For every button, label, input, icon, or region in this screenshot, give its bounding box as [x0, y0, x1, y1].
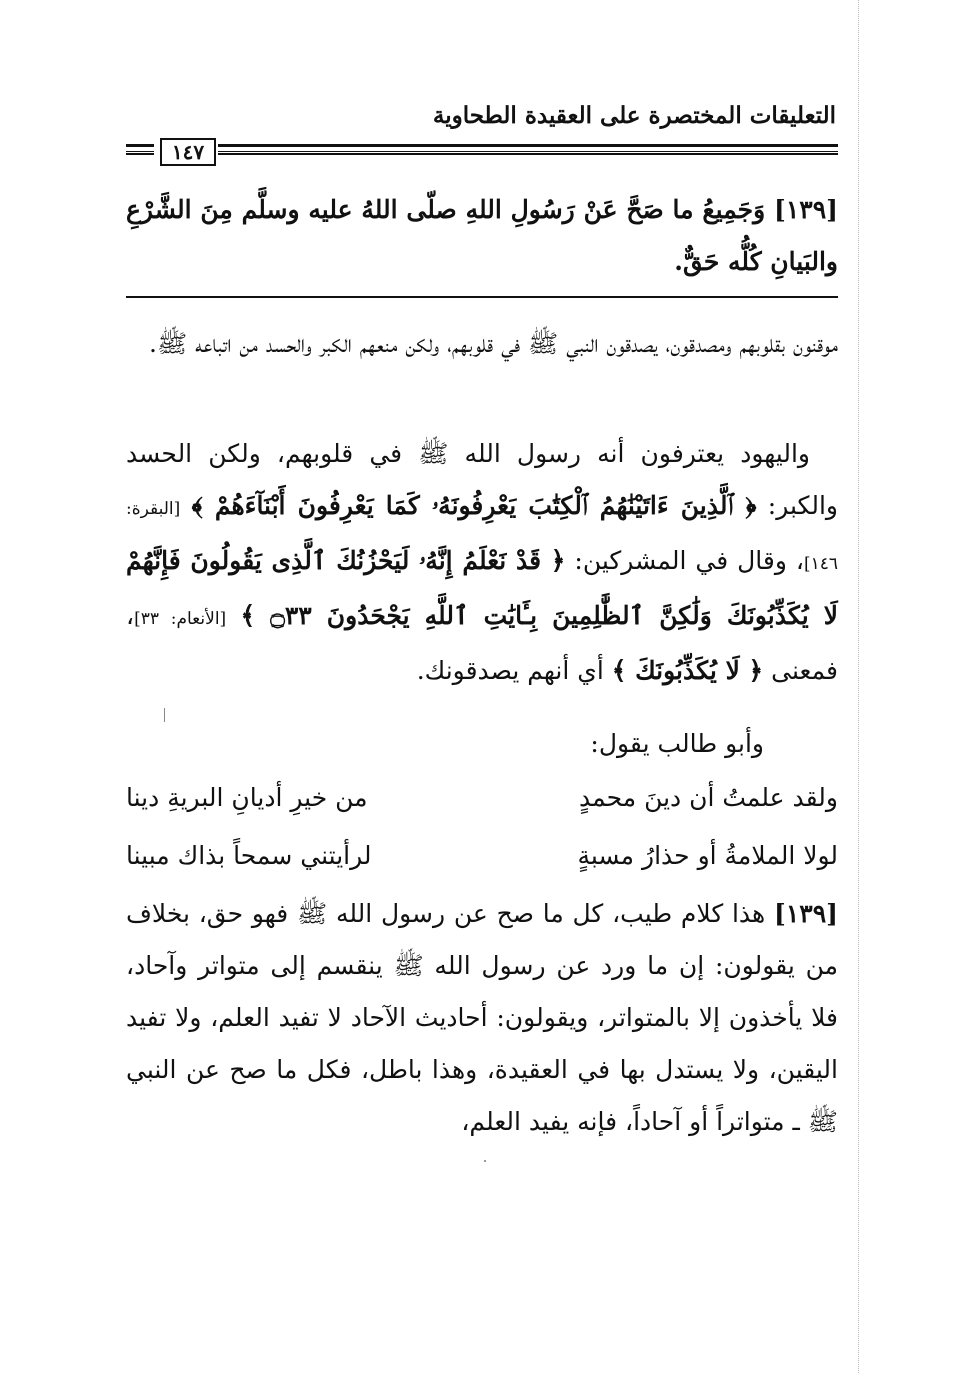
- running-header-title: التعليقات المختصرة على العقيدة الطحاوية: [432, 102, 836, 129]
- poet-intro: [126, 718, 838, 770]
- matn-body: وَجَمِيعُ ما صَحَّ عَنْ رَسُولِ اللهِ صلّى اللهُ عليه وسلَّم مِنَ الشَّرْعِ والبَيانِ كُلُّه حَقٌّ.: [126, 195, 838, 276]
- quran-verse-anam: ﴿ قَدْ نَعْلَمُ إِنَّهُۥ لَيَحْزُنُكَ ٱلَّذِى يَقُولُونَ فَإِنَّهُمْ لَا يُكَذِّبُونَكَ وَلَٰكِنَّ ٱلظَّٰلِمِينَ بِـَٔايَٰتِ ٱللَّهِ يَجْحَدُونَ ۝٣٣ ﴾: [126, 546, 838, 630]
- commentary-text-2b: ، وقال في المشركين:: [574, 546, 804, 575]
- commentary-paragraph-1: [126, 318, 838, 370]
- verse-1-second-hemistich: من خيرِ أديانِ البريةِ دينا: [126, 783, 368, 812]
- commentary-text-3-body: هذا كلام طيب، كل ما صح عن رسول الله ﷺ فهو حق، بخلاف من يقولون: إن ما ورد عن رسول الله ﷺ ينقسم إلى متواتر وآحاد، فلا يأخذون إلا بالمتواتر، ويقولون: أحاديث الآحاد لا تفيد العلم، ولا تفيد اليقين، ولا يستدل بها في العقيدة، وهذا باطل، فكل ما صح عن النبي ﷺ ـ متواتراً أو آحاداً، فإنه يفيد العلم،: [126, 899, 838, 1136]
- matn-divider: [126, 296, 838, 298]
- matn-number: [١٣٩]: [774, 195, 838, 224]
- poem-verse-1: [126, 772, 838, 824]
- matn-text: [126, 184, 838, 288]
- commentary-text-2a: واليهود يعترفون أنه رسول الله ﷺ في قلوبهم، ولكن الحسد والكبر:: [126, 439, 838, 520]
- sharh-number: [١٣٩]: [774, 899, 839, 928]
- reference-baqara: [البقرة: ١٤٦]: [126, 499, 838, 574]
- header-rule-long-bottom: [218, 153, 838, 155]
- verse-2-second-hemistich: لرأيتني سمحاً بذاك مبينا: [126, 841, 372, 870]
- quran-verse-short: ﴿ لَا يُكَذِّبُونَكَ ﴾: [611, 656, 764, 685]
- commentary-paragraph-3: [126, 888, 838, 1148]
- page-number: ١٤٧: [160, 138, 216, 166]
- verse-2-first-hemistich: لولا الملامةُ أو حذارُ مسبةٍ: [577, 841, 838, 870]
- commentary-text-3: [126, 888, 838, 1148]
- quran-verse-baqara: ﴿ ٱلَّذِينَ ءَاتَيْنَٰهُمُ ٱلْكِتَٰبَ يَعْرِفُونَهُۥ كَمَا يَعْرِفُونَ أَبْنَآءَهُمْ ﴾: [191, 491, 757, 520]
- header-rule-short-top: [126, 144, 154, 152]
- reference-anam: [الأنعام: ٣٣]: [134, 609, 227, 629]
- commentary-text-2: [126, 428, 838, 697]
- poem-verse-2: [126, 830, 838, 882]
- commentary-text-1: موقنون بقلوبهم ومصدقون، يصدقون النبي ﷺ في قلوبهم، ولكن منعهم الكبر والحسد من اتباعه ﷺ.: [149, 329, 838, 358]
- header-rule-long-top: [218, 144, 838, 152]
- scan-dot: [484, 1160, 486, 1162]
- commentary-paragraph-2: [126, 428, 838, 697]
- header-rule-short-bottom: [126, 153, 154, 155]
- poet-intro-text: وأبو طالب يقول:: [590, 729, 764, 758]
- verse-1-first-hemistich: ولقد علمتُ أن دينَ محمدٍ: [579, 783, 838, 812]
- commentary-text-2c: ، فمعنى: [126, 601, 838, 685]
- commentary-text-2d: أي أنهم يصدقونك.: [416, 656, 604, 685]
- header-rule: [126, 138, 838, 168]
- scan-gutter-line: [858, 0, 859, 1373]
